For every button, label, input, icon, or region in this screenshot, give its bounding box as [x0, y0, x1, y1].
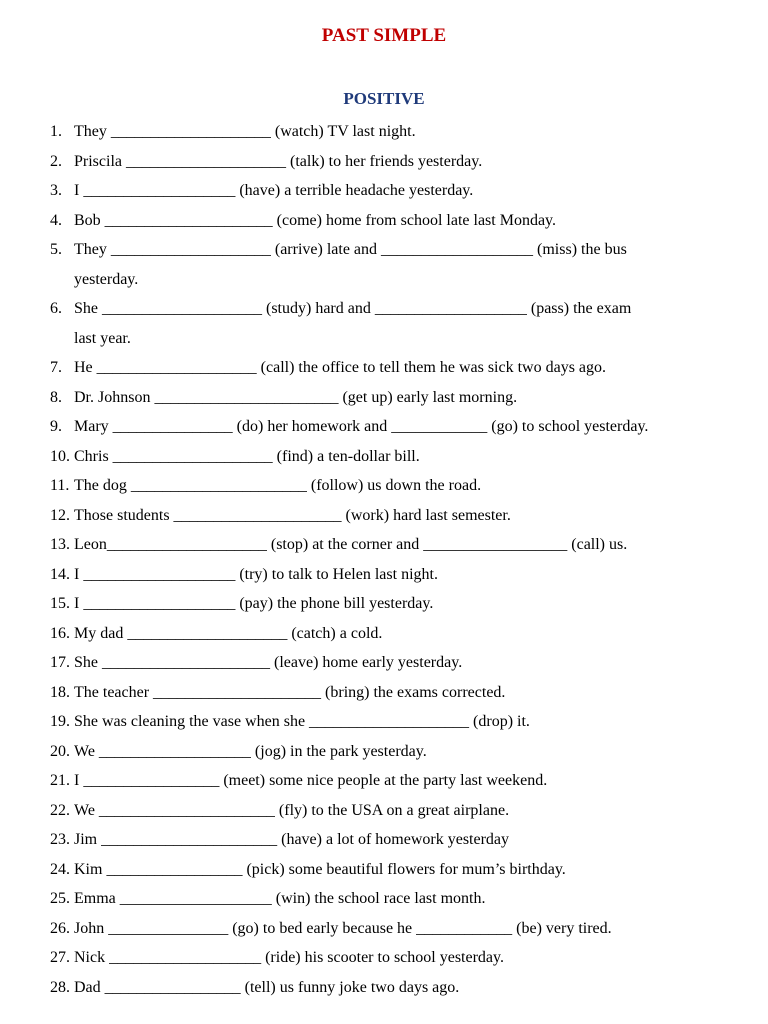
- page-title: PAST SIMPLE: [321, 25, 447, 46]
- exercise-number: 6.: [50, 300, 62, 317]
- exercise-text: John _______________ (go) to bed early because he ____________ (be) very tired.: [74, 919, 612, 937]
- exercise-number: 27.: [50, 949, 70, 966]
- exercise-number: 4.: [50, 211, 62, 229]
- exercise-number: 3.: [50, 182, 62, 199]
- exercise-number: 18.: [50, 683, 70, 701]
- exercise-text: I _________________ (meet) some nice people at the party last weekend.: [74, 772, 548, 789]
- exercise-number: 23.: [50, 831, 70, 848]
- exercise-text: Those students _____________________ (work) hard last semester.: [74, 506, 511, 524]
- exercise-text: She ____________________ (study) hard and ___________________ (pass) the exam: [74, 300, 632, 317]
- exercise-number: 25.: [50, 890, 70, 907]
- exercise-text: I ___________________ (pay) the phone bill yesterday.: [74, 595, 434, 612]
- exercise-text: Jim ______________________ (have) a lot of homework yesterday: [74, 831, 510, 848]
- exercise-number: 7.: [50, 359, 62, 376]
- section-heading: POSITIVE: [343, 89, 425, 108]
- exercise-text: She _____________________ (leave) home early yesterday.: [74, 654, 463, 671]
- exercise-number: 8.: [50, 388, 62, 406]
- exercise-number: 13.: [50, 536, 70, 553]
- exercise-text: Kim _________________ (pick) some beautiful flowers for mum’s birthday.: [74, 860, 566, 878]
- exercise-number: 11.: [50, 477, 70, 494]
- exercise-text: We ______________________ (fly) to the USA on a great airplane.: [74, 801, 510, 819]
- exercise-number: 21.: [50, 772, 70, 789]
- exercise-text: Priscila ____________________ (talk) to her friends yesterday.: [74, 152, 483, 170]
- exercise-number: 20.: [50, 742, 70, 760]
- exercise-text: last year.: [74, 329, 131, 347]
- exercise-number: 1.: [50, 123, 62, 140]
- exercise-text: I ___________________ (try) to talk to Helen last night.: [74, 565, 438, 583]
- exercise-text: They ____________________ (watch) TV last night.: [74, 123, 416, 140]
- exercise-number: 22.: [50, 801, 70, 819]
- exercise-text: Mary _______________ (do) her homework and ____________ (go) to school yesterday.: [74, 418, 649, 435]
- exercise-number: 16.: [50, 624, 70, 642]
- exercise-text: We ___________________ (jog) in the park yesterday.: [74, 742, 427, 760]
- exercise-number: 5.: [50, 241, 62, 258]
- exercise-text: The dog ______________________ (follow) us down the road.: [74, 477, 482, 494]
- exercise-text: Emma ___________________ (win) the school race last month.: [74, 890, 486, 907]
- exercise-number: 10.: [50, 447, 70, 465]
- exercise-text: The teacher _____________________ (bring) the exams corrected.: [74, 683, 506, 701]
- exercise-text: Chris ____________________ (find) a ten-dollar bill.: [74, 447, 420, 465]
- exercise-text: Bob _____________________ (come) home from school late last Monday.: [74, 211, 556, 229]
- exercise-text: My dad ____________________ (catch) a cold.: [74, 624, 383, 642]
- exercise-number: 26.: [50, 919, 70, 937]
- exercise-number: 14.: [50, 565, 70, 583]
- exercise-number: 28.: [50, 978, 70, 996]
- exercise-number: 24.: [50, 860, 70, 878]
- exercise-text: Dad _________________ (tell) us funny joke two days ago.: [74, 978, 460, 996]
- exercise-number: 15.: [50, 595, 70, 612]
- exercise-text: Leon____________________ (stop) at the corner and __________________ (call) us.: [74, 536, 628, 553]
- exercise-number: 9.: [50, 418, 62, 435]
- exercise-text: Dr. Johnson _______________________ (get up) early last morning.: [74, 388, 518, 406]
- exercise-text: Nick ___________________ (ride) his scooter to school yesterday.: [74, 949, 504, 966]
- exercise-text: He ____________________ (call) the office to tell them he was sick two days ago.: [74, 359, 607, 376]
- exercise-text: They ____________________ (arrive) late and ___________________ (miss) the bus: [74, 241, 627, 258]
- exercise-number: 19.: [50, 713, 70, 730]
- exercise-text: I ___________________ (have) a terrible headache yesterday.: [74, 182, 474, 199]
- exercise-text: She was cleaning the vase when she ____________________ (drop) it.: [74, 713, 530, 730]
- exercise-number: 2.: [50, 152, 62, 170]
- exercise-number: 17.: [50, 654, 70, 671]
- exercise-number: 12.: [50, 506, 70, 524]
- exercise-text: yesterday.: [74, 270, 139, 288]
